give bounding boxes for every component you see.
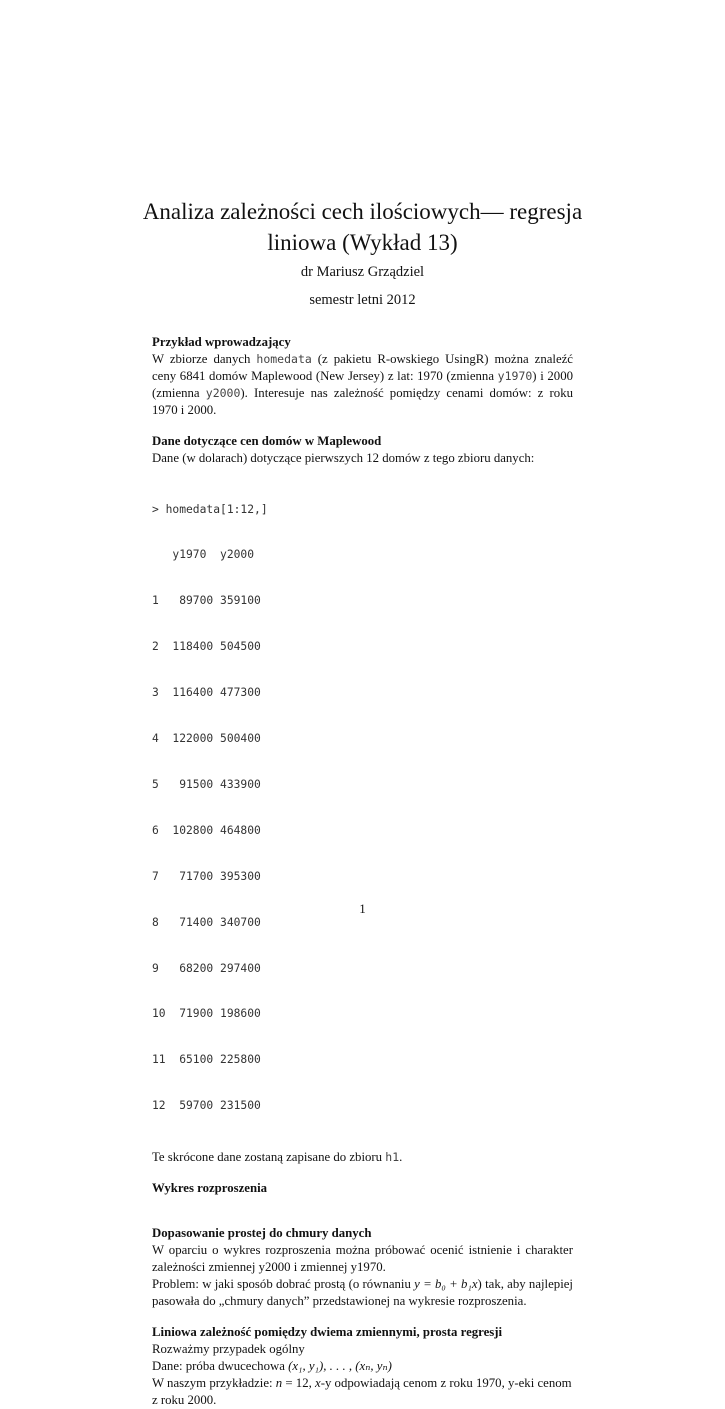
fit-text-b: ) tak, aby najlepiej pasowała do „chmury danych” przedstawionej na wykresie rozproszenia. [152, 1277, 573, 1309]
fit-paragraph-2 [152, 1276, 573, 1310]
r-line: 8 71400 340700 [152, 915, 261, 929]
code-homedata: homedata [256, 352, 312, 366]
r-line: 3 116400 477300 [152, 686, 261, 700]
example-text-end: -y odpowiadają cenom z roku 1970, y-eki cenom z roku 2000. [152, 1376, 572, 1408]
sample-text: Dane: próba dwucechowa [152, 1359, 289, 1374]
example-text: W naszym przykładzie: [152, 1376, 276, 1391]
equation-line: y = b₀ + b₁x [414, 1277, 478, 1292]
title-line-1: Analiza zależności cech ilościowych— regresja [142, 199, 583, 224]
r-line: y1970 y2000 [152, 548, 255, 562]
section-heading-fit: Dopasowanie prostej do chmury danych [152, 1226, 372, 1241]
r-output-block [152, 471, 573, 1144]
regression-line-2 [152, 1358, 573, 1375]
r-line: 7 71700 395300 [152, 869, 261, 883]
section-heading-intro: Przykład wprowadzający [152, 335, 291, 349]
regression-line-3 [152, 1375, 573, 1409]
math-eq: = 12, [282, 1376, 315, 1391]
r-line: 10 71900 198600 [152, 1007, 261, 1021]
r-line: 9 68200 297400 [152, 961, 261, 975]
data-note-end: . [399, 1150, 403, 1165]
intro-text-3: ) i 2000 (zmienna [152, 369, 574, 400]
page-number: 1 [359, 901, 366, 916]
document-title [120, 196, 605, 258]
sample-math: (x₁, y₁), . . . , (xₙ, yₙ) [288, 1359, 392, 1374]
regression-line-1: Rozważmy przypadek ogólny [152, 1342, 305, 1357]
math-x: x [315, 1376, 321, 1391]
main-content [152, 334, 573, 1409]
r-line: 11 65100 225800 [152, 1053, 261, 1067]
section-heading-data: Dane dotyczące cen domów w Maplewood [152, 434, 382, 448]
intro-text-4: ). Interesuje nas zależność pomiędzy cenami domów: z roku 1970 i 2000. [152, 386, 573, 417]
math-n: n [275, 1376, 283, 1391]
r-line: 12 59700 231500 [152, 1099, 261, 1113]
intro-text-1: W zbiorze danych [152, 352, 257, 366]
semester: semestr letni 2012 [309, 292, 416, 308]
code-y1970: y1970 [497, 369, 533, 383]
r-line: 4 122000 500400 [152, 732, 261, 746]
section-heading-regression: Liniowa zależność pomiędzy dwiema zmiennymi, prosta regresji [152, 1325, 503, 1340]
code-y2000: y2000 [205, 386, 241, 400]
intro-text-2: (z pakietu R-owskiego UsingR) można znaleźć ceny 6841 domów Maplewood (New Jersey) z lat: 1970 (zmienna [152, 352, 573, 383]
r-line: 1 89700 359100 [152, 594, 261, 608]
r-line: 2 118400 504500 [152, 640, 261, 654]
r-line: 6 102800 464800 [152, 823, 261, 837]
fit-paragraph-1: W oparciu o wykres rozproszenia można próbować ocenić istnienie i charakter zależności zmiennej y2000 i zmiennej y1970. [152, 1243, 573, 1275]
fit-text-a: Problem: w jaki sposób dobrać prostą (o równaniu [152, 1277, 415, 1292]
data-note-text: Te skrócone dane zostaną zapisane do zbioru [152, 1150, 386, 1165]
r-line: > homedata[1:12,] [152, 502, 268, 516]
r-line: 5 91500 433900 [152, 777, 261, 791]
author: dr Mariusz Grządziel [300, 264, 425, 280]
code-h1: h1 [385, 1150, 400, 1165]
intro-paragraph [152, 351, 573, 419]
title-line-2: liniowa (Wykład 13) [267, 230, 458, 255]
data-intro: Dane (w dolarach) dotyczące pierwszych 12 domów z tego zbioru danych: [152, 451, 535, 465]
section-heading-scatter: Wykres rozproszenia [152, 1181, 268, 1196]
data-note [152, 1149, 573, 1166]
